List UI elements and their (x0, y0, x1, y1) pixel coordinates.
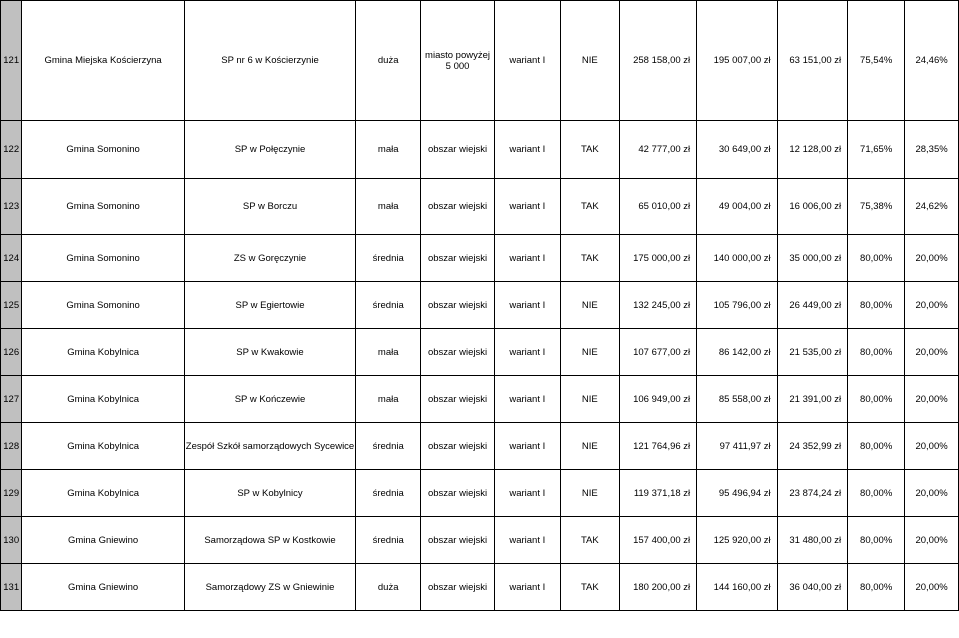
table-row (1, 470, 959, 517)
own-contribution-cell: 26 449,00 zł (777, 282, 848, 329)
own-contribution-cell: 35 000,00 zł (777, 235, 848, 282)
area-cell: obszar wiejski (421, 235, 495, 282)
subsidy-cell: 125 920,00 zł (697, 517, 777, 564)
own-contribution-cell: 23 874,24 zł (777, 470, 848, 517)
yes-no-cell: NIE (560, 282, 619, 329)
gmina-cell: Gmina Kobylnica (22, 470, 184, 517)
variant-cell: wariant I (494, 564, 560, 611)
school-cell: SP nr 6 w Kościerzynie (184, 1, 355, 121)
variant-cell: wariant I (494, 517, 560, 564)
gmina-cell: Gmina Gniewino (22, 564, 184, 611)
subsidy-percent-cell: 80,00% (848, 282, 905, 329)
area-cell: obszar wiejski (421, 179, 495, 235)
school-cell: SP w Kobylnicy (184, 470, 355, 517)
total-cost-cell: 121 764,96 zł (619, 423, 696, 470)
row-number: 128 (1, 423, 22, 470)
total-cost-cell: 132 245,00 zł (619, 282, 696, 329)
size-cell: średnia (356, 517, 421, 564)
variant-cell: wariant I (494, 121, 560, 179)
school-cell: SP w Kwakowie (184, 329, 355, 376)
size-cell: średnia (356, 282, 421, 329)
row-number: 121 (1, 1, 22, 121)
total-cost-cell: 119 371,18 zł (619, 470, 696, 517)
subsidy-cell: 140 000,00 zł (697, 235, 777, 282)
subsidy-percent-cell: 75,54% (848, 1, 905, 121)
subsidy-cell: 144 160,00 zł (697, 564, 777, 611)
gmina-cell: Gmina Somonino (22, 179, 184, 235)
subsidy-cell: 195 007,00 zł (697, 1, 777, 121)
variant-cell: wariant I (494, 235, 560, 282)
contribution-percent-cell: 20,00% (905, 282, 959, 329)
subsidy-percent-cell: 75,38% (848, 179, 905, 235)
table-row (1, 329, 959, 376)
school-cell: Samorządowa SP w Kostkowie (184, 517, 355, 564)
contribution-percent-cell: 20,00% (905, 470, 959, 517)
own-contribution-cell: 24 352,99 zł (777, 423, 848, 470)
total-cost-cell: 65 010,00 zł (619, 179, 696, 235)
size-cell: mała (356, 121, 421, 179)
variant-cell: wariant I (494, 179, 560, 235)
own-contribution-cell: 63 151,00 zł (777, 1, 848, 121)
area-cell: obszar wiejski (421, 329, 495, 376)
total-cost-cell: 107 677,00 zł (619, 329, 696, 376)
subsidy-cell: 105 796,00 zł (697, 282, 777, 329)
row-number: 130 (1, 517, 22, 564)
variant-cell: wariant I (494, 470, 560, 517)
subsidy-cell: 95 496,94 zł (697, 470, 777, 517)
subsidy-percent-cell: 80,00% (848, 564, 905, 611)
table-row (1, 423, 959, 470)
size-cell: średnia (356, 423, 421, 470)
row-number: 127 (1, 376, 22, 423)
gmina-cell: Gmina Kobylnica (22, 376, 184, 423)
subsidy-cell: 30 649,00 zł (697, 121, 777, 179)
table-row (1, 179, 959, 235)
total-cost-cell: 258 158,00 zł (619, 1, 696, 121)
yes-no-cell: TAK (560, 235, 619, 282)
subsidy-cell: 49 004,00 zł (697, 179, 777, 235)
subsidy-cell: 97 411,97 zł (697, 423, 777, 470)
size-cell: duża (356, 1, 421, 121)
table-row (1, 564, 959, 611)
contribution-percent-cell: 20,00% (905, 376, 959, 423)
contribution-percent-cell: 24,62% (905, 179, 959, 235)
subsidy-percent-cell: 71,65% (848, 121, 905, 179)
area-cell: obszar wiejski (421, 517, 495, 564)
row-number: 129 (1, 470, 22, 517)
contribution-percent-cell: 24,46% (905, 1, 959, 121)
school-cell: SP w Połęczynie (184, 121, 355, 179)
school-cell: SP w Egiertowie (184, 282, 355, 329)
own-contribution-cell: 21 391,00 zł (777, 376, 848, 423)
size-cell: mała (356, 376, 421, 423)
area-cell: obszar wiejski (421, 470, 495, 517)
subsidy-percent-cell: 80,00% (848, 517, 905, 564)
yes-no-cell: NIE (560, 1, 619, 121)
own-contribution-cell: 16 006,00 zł (777, 179, 848, 235)
yes-no-cell: TAK (560, 517, 619, 564)
size-cell: duża (356, 564, 421, 611)
table-body (1, 1, 959, 611)
own-contribution-cell: 36 040,00 zł (777, 564, 848, 611)
size-cell: średnia (356, 235, 421, 282)
row-number: 124 (1, 235, 22, 282)
row-number: 131 (1, 564, 22, 611)
row-number: 125 (1, 282, 22, 329)
contribution-percent-cell: 20,00% (905, 517, 959, 564)
subsidy-percent-cell: 80,00% (848, 470, 905, 517)
subsidy-percent-cell: 80,00% (848, 329, 905, 376)
yes-no-cell: TAK (560, 564, 619, 611)
row-number: 123 (1, 179, 22, 235)
total-cost-cell: 180 200,00 zł (619, 564, 696, 611)
school-cell: Samorządowy ZS w Gniewinie (184, 564, 355, 611)
contribution-percent-cell: 20,00% (905, 423, 959, 470)
table-row (1, 235, 959, 282)
area-cell: obszar wiejski (421, 121, 495, 179)
school-cell: ZS w Goręczynie (184, 235, 355, 282)
area-cell: obszar wiejski (421, 564, 495, 611)
total-cost-cell: 175 000,00 zł (619, 235, 696, 282)
contribution-percent-cell: 20,00% (905, 329, 959, 376)
table-row (1, 376, 959, 423)
subsidy-percent-cell: 80,00% (848, 235, 905, 282)
area-cell: obszar wiejski (421, 423, 495, 470)
subsidy-cell: 85 558,00 zł (697, 376, 777, 423)
table-row (1, 1, 959, 121)
row-number: 126 (1, 329, 22, 376)
area-cell: obszar wiejski (421, 282, 495, 329)
gmina-cell: Gmina Gniewino (22, 517, 184, 564)
table-row (1, 121, 959, 179)
subsidy-cell: 86 142,00 zł (697, 329, 777, 376)
gmina-cell: Gmina Kobylnica (22, 423, 184, 470)
table-row (1, 282, 959, 329)
school-cell: Zespół Szkół samorządowych Sycewice (184, 423, 355, 470)
area-cell: miasto powyżej 5 000 (421, 1, 495, 121)
own-contribution-cell: 31 480,00 zł (777, 517, 848, 564)
size-cell: mała (356, 179, 421, 235)
yes-no-cell: NIE (560, 470, 619, 517)
table-row (1, 517, 959, 564)
gmina-cell: Gmina Somonino (22, 282, 184, 329)
size-cell: mała (356, 329, 421, 376)
total-cost-cell: 157 400,00 zł (619, 517, 696, 564)
variant-cell: wariant I (494, 423, 560, 470)
variant-cell: wariant I (494, 1, 560, 121)
variant-cell: wariant I (494, 282, 560, 329)
gmina-cell: Gmina Somonino (22, 121, 184, 179)
contribution-percent-cell: 28,35% (905, 121, 959, 179)
gmina-cell: Gmina Kobylnica (22, 329, 184, 376)
row-number: 122 (1, 121, 22, 179)
area-cell: obszar wiejski (421, 376, 495, 423)
own-contribution-cell: 12 128,00 zł (777, 121, 848, 179)
subsidy-percent-cell: 80,00% (848, 423, 905, 470)
own-contribution-cell: 21 535,00 zł (777, 329, 848, 376)
school-cell: SP w Borczu (184, 179, 355, 235)
yes-no-cell: TAK (560, 121, 619, 179)
contribution-percent-cell: 20,00% (905, 564, 959, 611)
total-cost-cell: 106 949,00 zł (619, 376, 696, 423)
size-cell: średnia (356, 470, 421, 517)
yes-no-cell: NIE (560, 423, 619, 470)
school-cell: SP w Kończewie (184, 376, 355, 423)
total-cost-cell: 42 777,00 zł (619, 121, 696, 179)
subsidy-percent-cell: 80,00% (848, 376, 905, 423)
contribution-percent-cell: 20,00% (905, 235, 959, 282)
gmina-cell: Gmina Somonino (22, 235, 184, 282)
variant-cell: wariant I (494, 376, 560, 423)
yes-no-cell: NIE (560, 376, 619, 423)
yes-no-cell: NIE (560, 329, 619, 376)
variant-cell: wariant I (494, 329, 560, 376)
gmina-cell: Gmina Miejska Kościerzyna (22, 1, 184, 121)
yes-no-cell: TAK (560, 179, 619, 235)
